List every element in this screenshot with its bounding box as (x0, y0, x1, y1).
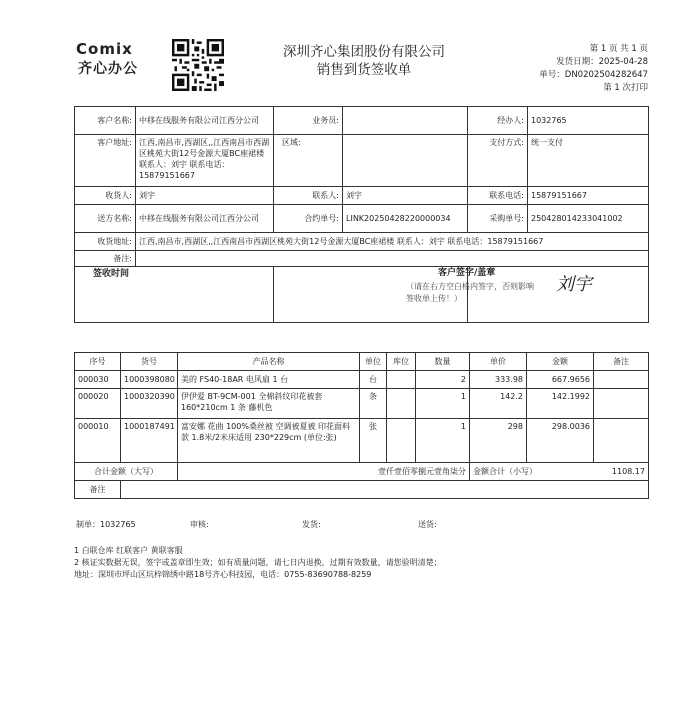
total-value: 1108.17 (594, 463, 649, 481)
row-amount: 298.0036 (527, 419, 594, 463)
company-name: 深圳齐心集团股份有限公司 (283, 44, 445, 60)
row-unit: 条 (360, 389, 387, 419)
customer-sign-label: 客户签字/盖章 (438, 268, 496, 278)
items-header-row (75, 353, 649, 371)
delivery-label: 收货地址: (75, 233, 136, 251)
total-cn-label: 合计金额（大写） (75, 463, 178, 481)
col-qty: 数量 (416, 353, 470, 371)
row-code: 1000398080 (121, 371, 178, 389)
col-price: 单价 (470, 353, 527, 371)
contact-label: 联系人: (274, 187, 343, 205)
total-cn-value: 壹仟壹佰零捌元壹角柒分 (178, 463, 470, 481)
address-value: 江西,南昌市,西湖区,,江西南昌市西湖区桃苑大街12号金源大厦BC座裙楼 联系人：刘宇 联系电话：15879151667 (136, 135, 274, 187)
info-table (74, 106, 649, 323)
customer-signature: 刘宇 (556, 274, 592, 295)
col-name: 产品名称 (178, 353, 360, 371)
items-remark-value (121, 481, 649, 499)
row-unit: 台 (360, 371, 387, 389)
total-label: 金额合计（小写） (470, 463, 594, 481)
payment-label: 支付方式: (468, 135, 528, 187)
row-price: 142.2 (470, 389, 527, 419)
table-row (75, 371, 649, 389)
page-info: 第 1 页 共 1 页 (589, 44, 648, 54)
payment-value: 统一支付 (528, 135, 649, 187)
doc-title: 销售到货签收单 (316, 62, 412, 78)
shipto-value: 中移在线服务有限公司江西分公司 (136, 205, 274, 233)
table-row (75, 389, 649, 419)
salesman-value (343, 107, 468, 135)
delivery-value: 江西,南昌市,西湖区,,江西南昌市西湖区桃苑大街12号金源大厦BC座裙楼 联系人：刘宇 联系电话：15879151667 (136, 233, 649, 251)
deliverer: 送货: (418, 520, 437, 529)
items-remark-label: 备注 (75, 481, 121, 499)
table-row (75, 419, 649, 463)
col-code: 货号 (121, 353, 178, 371)
row-note (594, 389, 649, 419)
handler-value: 1032765 (528, 107, 649, 135)
remark-label: 备注: (75, 251, 136, 267)
address-label: 客户地址: (75, 135, 136, 187)
col-amount: 金额 (527, 353, 594, 371)
contract-value: LINK20250428220000034 (343, 205, 468, 233)
row-note (594, 419, 649, 463)
auditor: 审核: (190, 520, 209, 529)
contact-value: 刘宇 (343, 187, 468, 205)
purchase-value: 250428014233041002 (528, 205, 649, 233)
contract-label: 合约单号: (274, 205, 343, 233)
sign-time-label: 签收时间 (75, 267, 274, 323)
customer-sign-hint: （请在右方空白格内签字，否则影响签收单上传！） (406, 282, 534, 303)
shipto-label: 送方名称: (75, 205, 136, 233)
row-qty: 1 (416, 389, 470, 419)
total-row (75, 463, 649, 481)
remark-value (136, 251, 649, 267)
row-amount: 667.9656 (527, 371, 594, 389)
row-name: 伊伊爱 BT-9CM-001 全棉斜纹印花被套 160*210cm 1 条 藤机色 (178, 389, 360, 419)
receiver-label: 收货人: (75, 187, 136, 205)
row-code: 1000187491 (121, 419, 178, 463)
col-seq: 序号 (75, 353, 121, 371)
col-loc: 库位 (387, 353, 416, 371)
purchase-label: 采购单号: (468, 205, 528, 233)
row-loc (387, 371, 416, 389)
salesman-label: 业务员: (274, 107, 343, 135)
maker: 制单：1032765 (76, 520, 136, 529)
order-number: 单号：DN0202504282647 (539, 70, 648, 80)
row-amount: 142.1992 (527, 389, 594, 419)
row-loc (387, 389, 416, 419)
handler-label: 经办人: (468, 107, 528, 135)
footer-note-terms: 2 核证实数据无误，签字或盖章即生效；如有质量问题，请七日内退换，过期有效数量，请您验明清楚； (74, 558, 442, 567)
print-count: 第 1 次打印 (603, 83, 648, 93)
row-name: 富安娜 花曲 100%桑丝被 空调被夏被 印花面料款 1.8米/2米床适用 230*229cm (单位:张) (178, 419, 360, 463)
row-loc (387, 419, 416, 463)
row-seq: 000030 (75, 371, 121, 389)
row-seq: 000020 (75, 389, 121, 419)
logo-cn: 齐心办公 (78, 61, 138, 77)
customer-sign-cell (406, 267, 649, 323)
region-value (343, 135, 468, 187)
items-table (74, 352, 649, 499)
logo-en: Comix (76, 40, 133, 58)
qr-code-icon (172, 39, 224, 91)
receiver-value: 刘宇 (136, 187, 274, 205)
row-code: 1000320390 (121, 389, 178, 419)
phone-value: 15879151667 (528, 187, 649, 205)
phone-label: 联系电话: (468, 187, 528, 205)
customer-value: 中移在线服务有限公司江西分公司 (136, 107, 274, 135)
footer-note-copies: 1 白联仓库 红联客户 黄联客服 (74, 546, 183, 555)
row-price: 298 (470, 419, 527, 463)
ship-date: 发货日期：2025-04-28 (556, 57, 648, 67)
row-qty: 1 (416, 419, 470, 463)
row-note (594, 371, 649, 389)
footer-address: 地址：深圳市坪山区坑梓锦绣中路18号齐心科技园，电话：0755-83690788-8259 (74, 570, 372, 579)
region-label: 区域: (274, 135, 343, 187)
row-price: 333.98 (470, 371, 527, 389)
shipper: 发货: (302, 520, 321, 529)
row-qty: 2 (416, 371, 470, 389)
row-name: 美的 FS40-18AR 电风扇 1 台 (178, 371, 360, 389)
row-unit: 张 (360, 419, 387, 463)
row-seq: 000010 (75, 419, 121, 463)
col-note: 备注 (594, 353, 649, 371)
col-unit: 单位 (360, 353, 387, 371)
customer-label: 客户名称: (75, 107, 136, 135)
items-remark-row (75, 481, 649, 499)
